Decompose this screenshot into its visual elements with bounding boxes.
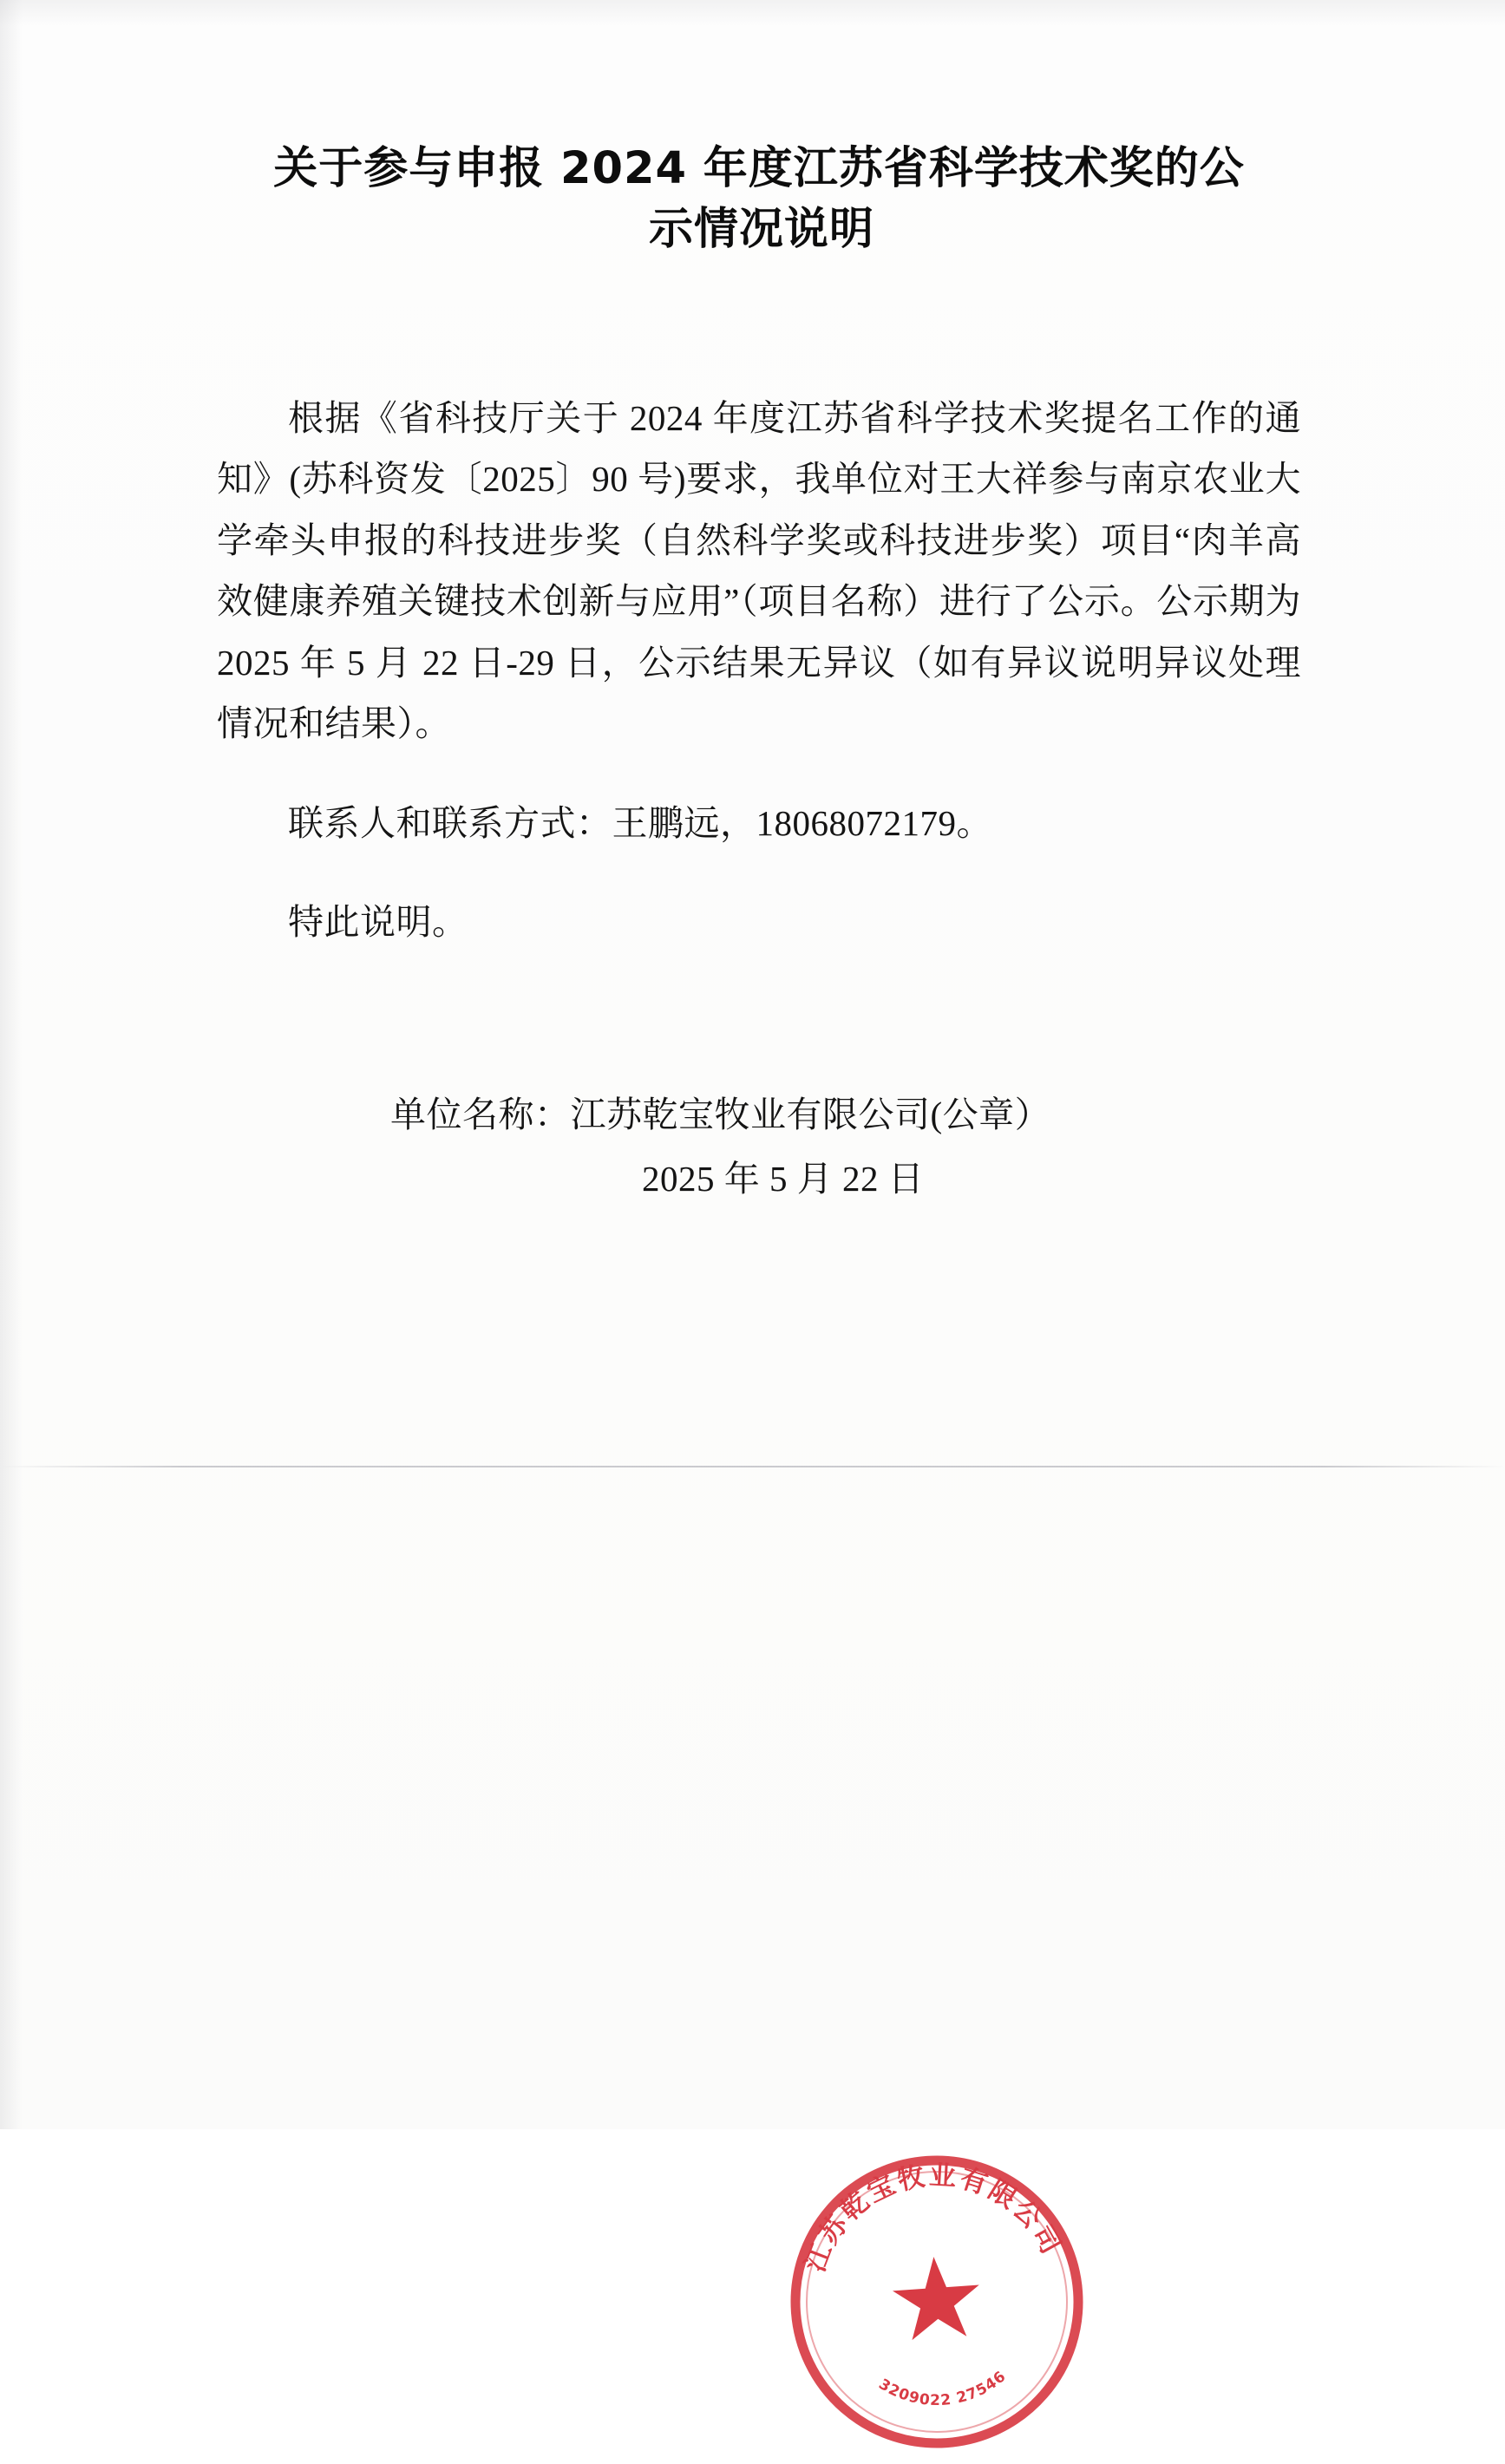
body-text xyxy=(217,388,1301,953)
seal-arc-text: 江苏乾宝牧业有限公司 xyxy=(799,2160,1068,2277)
company-seal-stamp xyxy=(775,2140,1099,2464)
signature-date: 2025 年 5 月 22 日 xyxy=(642,1158,925,1199)
page-title-line-2: 示情况说明 xyxy=(648,204,874,256)
seal-code-text: 3209022 27546 xyxy=(875,2367,1011,2409)
paper-fold-line xyxy=(0,1466,1505,1467)
page-title-line-1: 关于参与申报 2024 年度江苏省科学技术奖的公 xyxy=(273,143,1245,194)
paragraph-closing: 特此说明。 xyxy=(288,902,468,943)
paragraph-contact: 联系人和联系方式：王鹏远，18068072179。 xyxy=(288,802,992,843)
signature-block xyxy=(217,1083,1301,2409)
document-content xyxy=(217,0,1301,2409)
signature-unit-name: 单位名称：江苏乾宝牧业有限公司(公章） xyxy=(390,1094,1051,1134)
page-title xyxy=(217,0,1301,261)
scan-shadow-left xyxy=(0,0,23,2129)
paragraph-main: 根据《省科技厅关于 2024 年度江苏省科学技术奖提名工作的通知》(苏科资发〔2025〕90 号)要求，我单位对王大祥参与南京农业大学牵头申报的科技进步奖（自然科学奖或科技进步奖）项目“肉羊高效健康养殖关键技术创新与应用”（项目名称）进行了公示。公示期为 2025 年 5 月 22 日-29 日，公示结果无异议（如有异议说明异议处理情况和结果）。 xyxy=(217,397,1301,744)
seal-star-icon xyxy=(890,2254,982,2342)
